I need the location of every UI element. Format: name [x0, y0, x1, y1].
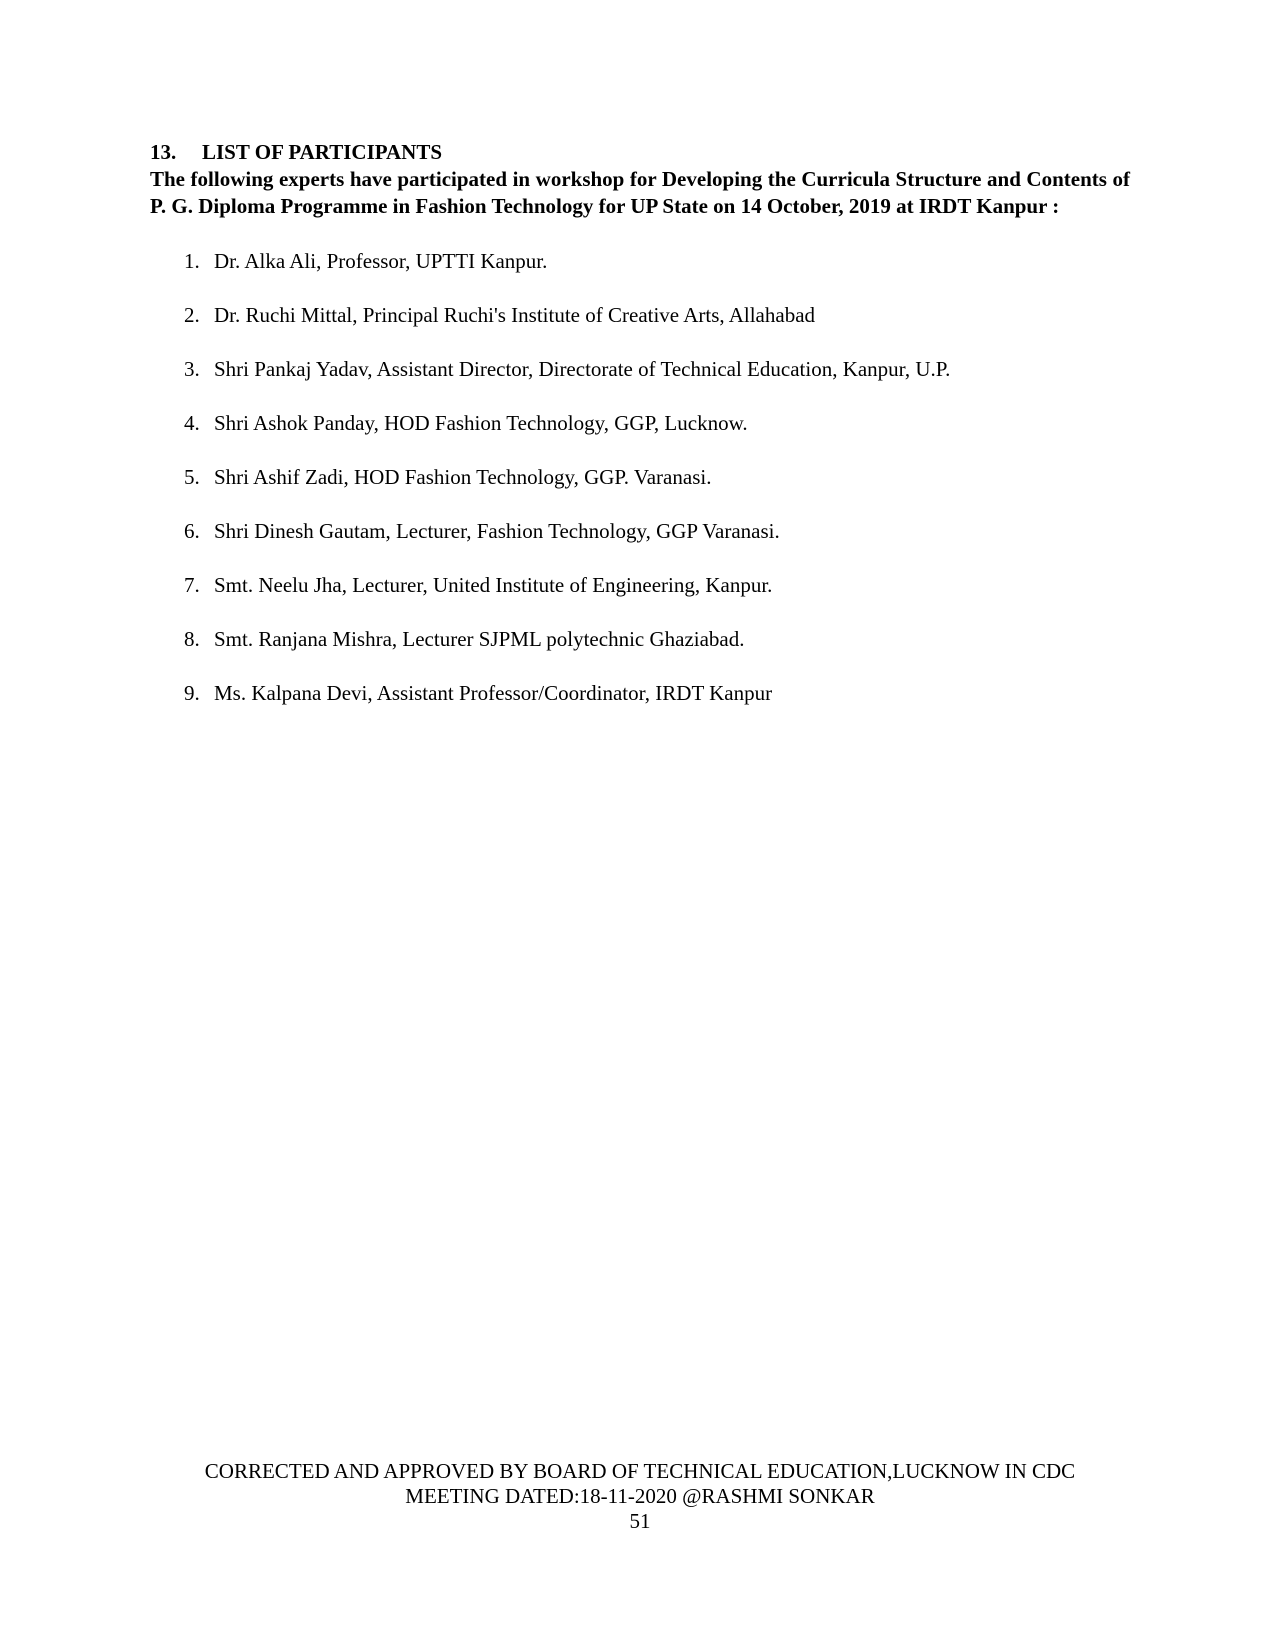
participant-item [150, 463, 1130, 491]
participant-item [150, 247, 1130, 275]
participant-item [150, 409, 1130, 437]
participant-text: Shri Ashif Zadi, HOD Fashion Technology, GGP. Varanasi. [214, 465, 712, 489]
participant-index: 6. [184, 519, 200, 543]
participant-item [150, 517, 1130, 545]
participant-text: Dr. Ruchi Mittal, Principal Ruchi's Institute of Creative Arts, Allahabad [214, 303, 816, 327]
participant-index: 7. [184, 573, 200, 597]
participant-text: Shri Dinesh Gautam, Lecturer, Fashion Technology, GGP Varanasi. [214, 519, 780, 543]
participant-item [150, 301, 1130, 329]
participant-item [150, 625, 1130, 653]
participant-index: 1. [184, 249, 200, 273]
participant-text: Smt. Ranjana Mishra, Lecturer SJPML polytechnic Ghaziabad. [214, 627, 745, 651]
page-content [150, 138, 1130, 733]
section-number: 13. [150, 140, 177, 164]
participant-index: 2. [184, 303, 200, 327]
participant-text: Smt. Neelu Jha, Lecturer, United Institute of Engineering, Kanpur. [214, 573, 773, 597]
participant-index: 9. [184, 681, 200, 705]
footer-approval-line: CORRECTED AND APPROVED BY BOARD OF TECHNICAL EDUCATION,LUCKNOW IN CDC [204, 1459, 1076, 1483]
participant-text: Shri Pankaj Yadav, Assistant Director, Directorate of Technical Education, Kanpur, U.P. [214, 357, 951, 381]
page-number: 51 [629, 1509, 651, 1533]
participant-index: 5. [184, 465, 200, 489]
participant-item [150, 571, 1130, 599]
participant-index: 4. [184, 411, 200, 435]
participant-item [150, 355, 1130, 383]
participant-index: 8. [184, 627, 200, 651]
section-intro: The following experts have participated in workshop for Developing the Curricula Structure and Contents of P. G. Diploma Programme in Fashion Technology for UP State on 14 October, 2019 at IRDT Kanpur : [150, 167, 1130, 218]
page-footer [150, 1459, 1130, 1534]
participant-text: Dr. Alka Ali, Professor, UPTTI Kanpur. [214, 249, 548, 273]
participant-list [150, 247, 1130, 707]
section-title: LIST OF PARTICIPANTS [202, 140, 443, 164]
participant-text: Shri Ashok Panday, HOD Fashion Technology, GGP, Lucknow. [214, 411, 748, 435]
participant-item [150, 679, 1130, 707]
participant-index: 3. [184, 357, 200, 381]
footer-meeting-line: MEETING DATED:18-11-2020 @RASHMI SONKAR [405, 1484, 875, 1508]
section-heading [150, 138, 1130, 166]
participant-text: Ms. Kalpana Devi, Assistant Professor/Coordinator, IRDT Kanpur [214, 681, 773, 705]
